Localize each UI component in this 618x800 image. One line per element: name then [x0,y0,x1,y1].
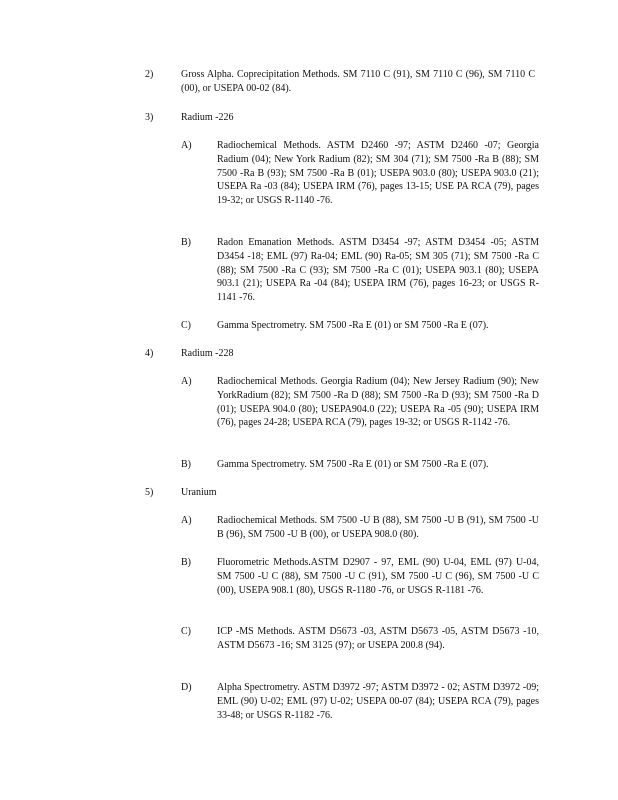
sub-item-text: Gamma Spectrometry. SM 7500 -Ra E (01) or SM 7500 -Ra E (07). [217,320,489,331]
sub-item-text: Radiochemical Methods. SM 7500 -U B (88), SM 7500 -U B (91), SM 7500 -U B (96), SM 7500 -U B (00), or USEPA 908.0 (80). [217,515,539,540]
sub-marker: A) [181,376,192,387]
sub-marker: A) [181,515,192,526]
sub-item-text: Radiochemical Methods. Georgia Radium (04); New Jersey Radium (90); New YorkRadium (82); SM 7500 -Ra D (88); SM 7500 -Ra D (93); SM 7500 -Ra D (01); USEPA 904.0 (80); USEPA904.0 (22); USEPA Ra -05 (90); USEPA IRM (76), pages 24-28; USEPA RCA (79), pages 19-32; or USGS R-1142 -76. [217,376,539,429]
list-item-text: Gross Alpha. Coprecipitation Methods. SM 7110 C (91), SM 7110 C (96), SM 7110 C (00), or USEPA 00-02 (84). [181,69,535,94]
sub-marker: B) [181,237,191,248]
list-marker: 4) [145,348,154,359]
list-item-heading: Radium -226 [181,112,234,123]
sub-item-text: Fluorometric Methods.ASTM D2907 - 97, EML (90) U-04, EML (97) U-04, SM 7500 -U C (88), SM 7500 -U C (91), SM 7500 -U C (96), SM 7500 -U C (00), USEPA 908.1 (80), USGS R-1180 -76, or USGS R-1181 -76. [217,557,539,596]
list-marker: 3) [145,112,154,123]
sub-item-text: ICP -MS Methods. ASTM D5673 -03, ASTM D5673 -05, ASTM D5673 -10, ASTM D5673 -16; SM 3125 (97); or USEPA 200.8 (94). [217,626,539,651]
sub-item-text: Radon Emanation Methods. ASTM D3454 -97; ASTM D3454 -05; ASTM D3454 -18; EML (97) Ra-04; EML (90) Ra-05; SM 305 (71); SM 7500 -Ra C (88); SM 7500 -Ra C (93); SM 7500 -Ra C (01); USEPA 903.1 (80); USEPA 903.1 (21); USEPA Ra -04 (84); USEPA IRM (76), pages 16-23; or USGS R-1141 -76. [217,237,539,304]
sub-marker: C) [181,626,191,637]
list-item-heading: Uranium [181,487,217,498]
list-item-heading: Radium -228 [181,348,234,359]
sub-item-text: Radiochemical Methods. ASTM D2460 -97; ASTM D2460 -07; Georgia Radium (04); New York Radium (82); SM 304 (71); SM 7500 -Ra B (88); SM 7500 -Ra B (93); SM 7500 -Ra B (01); USEPA 903.0 (80); USEPA 903.0 (21); USEPA Ra -03 (84); USEPA IRM (76), pages 13-15; USE PA RCA (79), pages 19-32; or USGS R-1140 -76. [217,140,539,207]
sub-marker: B) [181,459,191,470]
sub-item-text: Gamma Spectrometry. SM 7500 -Ra E (01) or SM 7500 -Ra E (07). [217,459,489,470]
sub-marker: C) [181,320,191,331]
sub-marker: A) [181,140,192,151]
list-marker: 5) [145,487,154,498]
sub-marker: B) [181,557,191,568]
sub-marker: D) [181,682,192,693]
list-marker: 2) [145,69,154,80]
sub-item-text: Alpha Spectrometry. ASTM D3972 -97; ASTM D3972 - 02; ASTM D3972 -09; EML (90) U-02; EML (97) U-02; USEPA 00-07 (84); USEPA RCA (79), pages 33-48; or USGS R-1182 -76. [217,682,539,721]
